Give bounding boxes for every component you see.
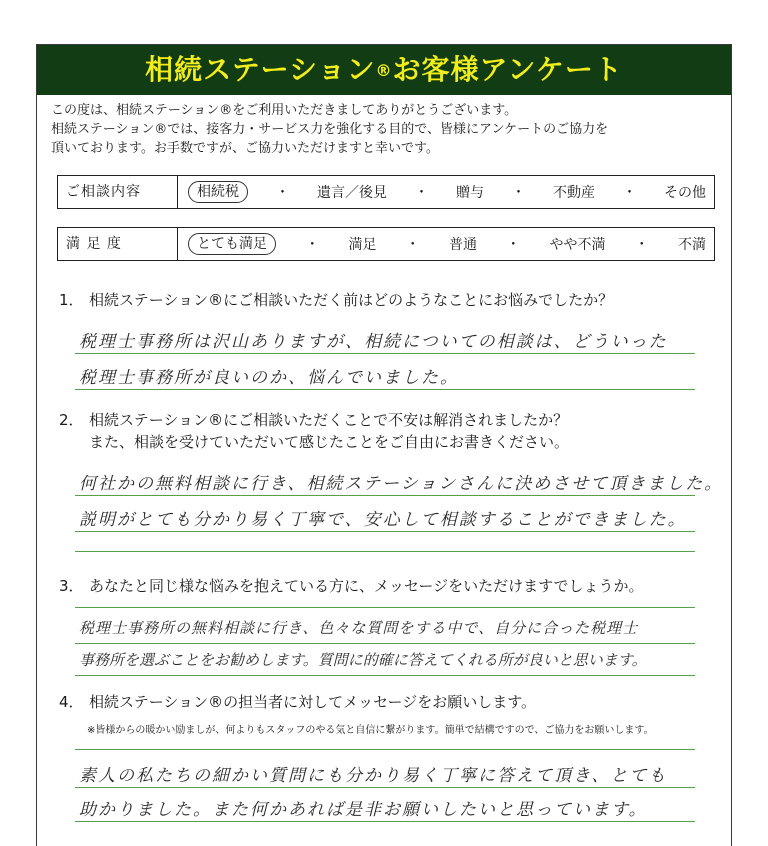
question-text: あなたと同じ様な悩みを抱えている方に、メッセージをいただけますでしょうか。	[89, 577, 644, 595]
consultation-options	[188, 176, 706, 208]
option-inheritance-tax[interactable]: 相続税	[188, 181, 248, 203]
answer-rule	[75, 389, 695, 390]
survey-sheet	[36, 44, 732, 846]
consultation-box	[57, 175, 715, 209]
option-dissatisfied[interactable]: 不満	[678, 237, 706, 253]
answer-4-line-2: 助かりました。また何かあれば是非お願いしたいと思っています。	[79, 800, 648, 820]
answer-4-line-1: 素人の私たちの細かい質問にも分かり易く丁寧に答えて頂き、とても	[79, 766, 668, 786]
answer-rule	[75, 551, 695, 552]
option-satisfied[interactable]: 満足	[348, 237, 377, 253]
intro-line: この度は、相続ステーション®をご利用いただきましてありがとうございます。	[51, 103, 518, 118]
answer-2-line-2: 説明がとても分かり易く丁寧で、安心して相談することができました。	[79, 510, 687, 530]
question-3	[59, 575, 719, 597]
separator: ・	[275, 185, 290, 201]
answer-rule	[75, 353, 695, 354]
question-number: 2．	[59, 411, 84, 429]
answer-3-line-2: 事務所を選ぶことをお勧めします。質問に的確に答えてくれる所が良いと思います。	[79, 651, 647, 669]
page-title	[37, 45, 731, 95]
question-text: 相続ステーション®にご相談いただく前はどのようなことにお悩みでしたか？	[89, 291, 614, 309]
question-number: 1．	[59, 291, 84, 309]
separator: ・	[405, 237, 420, 253]
option-will-guardianship[interactable]: 遺言／後見	[317, 185, 387, 201]
option-somewhat-dissatisfied[interactable]: やや不満	[549, 237, 606, 253]
question-text: 相続ステーション®の担当者に対してメッセージをお願いします。	[89, 693, 537, 711]
answer-3-line-1: 税理士事務所の無料相談に行き、色々な質問をする中で、自分に合った税理士	[79, 619, 639, 637]
answer-2-line-1: 何社かの無料相談に行き、相続ステーションさんに決めさせて頂きました。	[79, 474, 724, 494]
title-tail: お客様アンケート	[392, 53, 623, 86]
intro-line: 頂いております。お手数ですが、ご協力いただけますと幸いです。	[51, 141, 439, 156]
answer-1-line-1: 税理士事務所は沢山ありますが、相続についての相談は、どういった	[79, 332, 668, 352]
question-text: また、相談を受けていただいて感じたことをご自由にお書きください。	[89, 433, 570, 451]
answer-1-line-2: 税理士事務所が良いのか、悩んでいました。	[79, 368, 459, 388]
question-4	[59, 691, 719, 713]
option-very-satisfied[interactable]: とても満足	[188, 233, 276, 255]
consultation-label: ご相談内容	[58, 176, 178, 208]
question-number: 3．	[59, 577, 84, 595]
option-gift[interactable]: 贈与	[456, 185, 484, 201]
answer-rule	[75, 787, 695, 788]
satisfaction-box	[57, 227, 715, 261]
question-2	[59, 409, 719, 453]
satisfaction-options	[188, 228, 706, 260]
separator: ・	[622, 185, 637, 201]
answer-rule	[75, 607, 695, 608]
answer-rule	[75, 675, 695, 676]
question-4-note: ※皆様からの暖かい励ましが、何よりもスタッフのやる気と自信に繋がります。簡単で結構ですので、ご協力をお願いします。	[87, 725, 654, 736]
title-reg-mark: ®	[375, 61, 393, 80]
answer-rule	[75, 643, 695, 644]
answer-rule	[75, 821, 695, 822]
intro-text	[51, 101, 721, 158]
separator: ・	[511, 185, 526, 201]
separator: ・	[634, 237, 649, 253]
question-text: 相続ステーション®にご相談いただくことで不安は解消されましたか？	[89, 411, 569, 429]
question-number: 4．	[59, 693, 84, 711]
option-neutral[interactable]: 普通	[449, 237, 477, 253]
separator: ・	[414, 185, 429, 201]
separator: ・	[506, 237, 521, 253]
intro-line: 相続ステーション®では、接客力・サービス力を強化する目的で、皆様にアンケートのご協力を	[51, 122, 609, 137]
separator: ・	[305, 237, 320, 253]
question-1	[59, 289, 719, 311]
answer-rule	[75, 531, 695, 532]
option-other[interactable]: その他	[664, 185, 706, 201]
answer-rule	[75, 495, 695, 496]
satisfaction-label: 満 足 度	[58, 228, 178, 260]
option-real-estate[interactable]: 不動産	[553, 185, 595, 201]
answer-rule	[75, 749, 695, 750]
title-main: 相続ステーション	[145, 53, 376, 86]
